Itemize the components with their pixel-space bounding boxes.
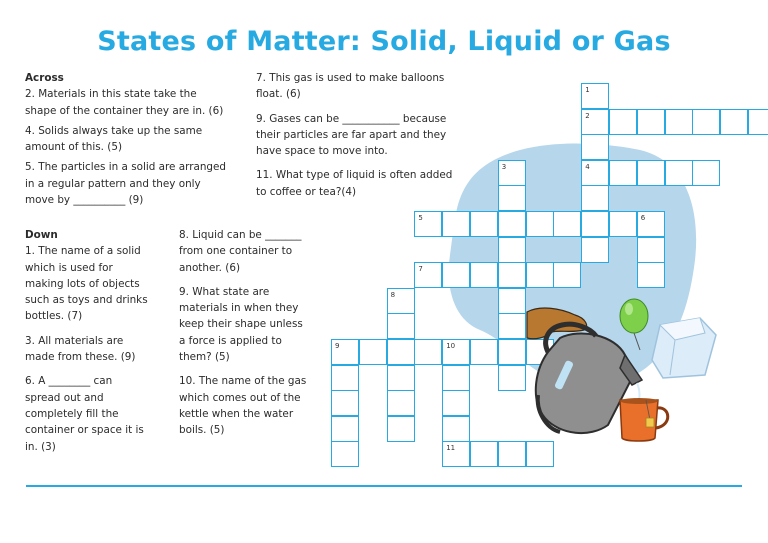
- clue-number: 2: [585, 111, 590, 120]
- clue-number: 6: [640, 214, 646, 222]
- clue-number: 9: [335, 342, 340, 350]
- page-title: States of Matter: Solid, Liquid or Gas: [97, 26, 671, 57]
- clue-across-11: 11. What type of liquid is often added to coffee or tea?(4): [256, 169, 453, 198]
- clue-down-10: 10. The name of the gas which comes out of the kettle when the water boils. (5): [179, 375, 307, 437]
- down-heading: Down: [25, 229, 58, 241]
- clue-number: 1: [585, 86, 590, 94]
- clue-across-4: 4. Solids always take up the same amount of this. (5): [25, 124, 203, 154]
- across-heading: Across: [25, 72, 64, 84]
- clue-down-3: 3. All materials are made from these. (9): [25, 334, 136, 364]
- clue-down-6: 6. A ________ can spread out and completely fill the container or space it is in. (3): [25, 375, 144, 453]
- clue-number: 3: [501, 162, 507, 171]
- clue-number: 11: [446, 444, 456, 453]
- clue-number: 4: [585, 162, 590, 171]
- clue-down-9: 9. What state are materials in when they keep their shape unless a force is applied to them? (5): [179, 285, 303, 364]
- clue-number: 7: [418, 265, 423, 274]
- clue-number: 5: [418, 214, 423, 222]
- ice-cube-icon: [652, 318, 716, 378]
- clue-across-2: 2. Materials in this state take the shape of the container they are in. (6): [25, 88, 224, 117]
- clue-across-7: 7. This gas is used to make balloons float. (6): [256, 72, 445, 101]
- clue-across-9: 9. Gases can be ___________ because their particles are far apart and they have space to move into.: [256, 112, 447, 158]
- bottom-rule: [26, 485, 742, 487]
- clue-down-8: 8. Liquid can be _______ from one container to another. (6): [179, 229, 302, 274]
- clue-down-1: 1. The name of a solid which is used for making lots of objects such as toys and drinks bottles. (7): [25, 245, 148, 323]
- tea-cup-icon: [620, 398, 668, 441]
- clue-across-5: 5. The particles in a solid are arranged in a regular pattern and they only move by __________ (9): [25, 161, 227, 207]
- balloon-icon: [620, 299, 648, 350]
- clue-number: 8: [390, 290, 396, 299]
- clue-number: 10: [446, 342, 456, 350]
